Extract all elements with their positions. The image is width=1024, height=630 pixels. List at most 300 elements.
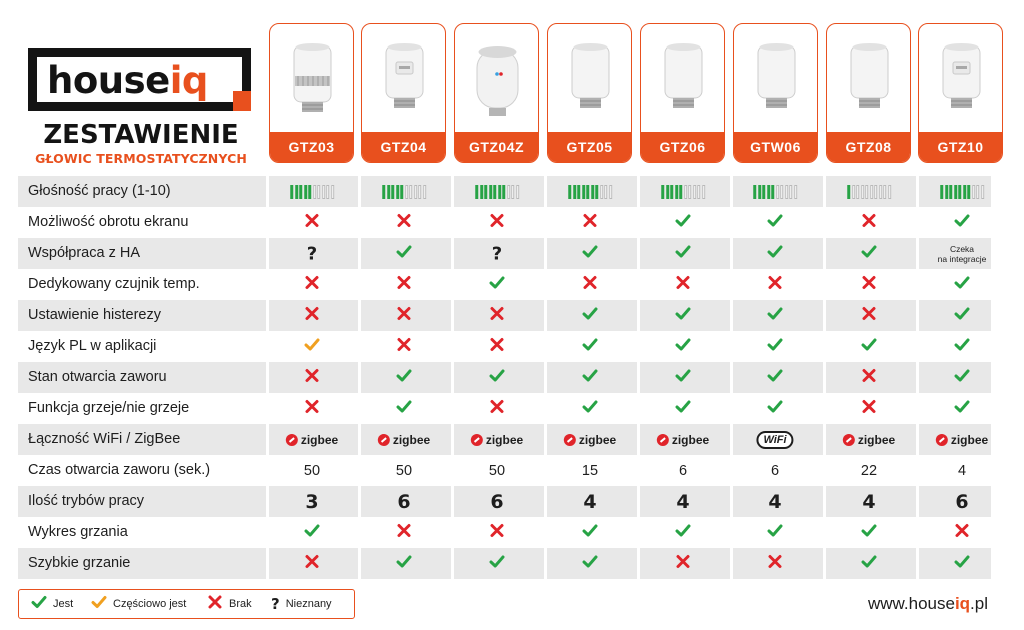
check-icon [489,553,505,574]
table-cell [547,362,633,393]
table-cell [732,269,818,300]
cross-icon [489,212,505,233]
check-icon [582,553,598,574]
level-bar [780,185,783,199]
logo-prefix: house [47,59,170,102]
cross-icon [396,305,412,326]
level-bar [489,185,492,199]
table-cell [454,362,540,393]
zigbee-icon [843,434,855,446]
check-icon [582,367,598,388]
level-bar [883,185,886,199]
level-bar [331,185,334,199]
legend-label: Nieznany [285,597,332,610]
table-cell [361,517,447,548]
table-cell [826,207,912,238]
table-cell [269,300,355,331]
table-cell [269,393,355,424]
column-divider [451,175,454,580]
level-bar [511,185,514,199]
table-cell [454,486,540,517]
table-cell [269,486,355,517]
level-bar [794,185,797,199]
logo-suffix: iq [169,59,208,102]
column-divider [266,175,269,580]
zigbee-text: zigbee [300,432,339,447]
mode-count: 6 [397,490,411,513]
website-prefix: www.house [868,594,955,613]
table-cell [454,548,540,579]
level-bar [516,185,519,199]
thermostat-head-image [919,24,1002,133]
level-bar [308,185,311,199]
level-bar [972,185,975,199]
legend-label: Brak [229,597,252,610]
table-cell [361,486,447,517]
product-card [733,23,818,163]
partial-check-icon [304,336,320,357]
table-cell [919,455,1005,486]
product-name: GTZ04 [362,132,445,162]
cross-icon [396,212,412,233]
table-cell [640,393,726,424]
level-bar [326,185,329,199]
check-icon [396,553,412,574]
table-row [18,393,991,424]
level-bar [290,185,293,199]
level-bar [414,185,417,199]
table-cell [269,269,355,300]
table-cell [269,424,355,455]
row-label: Dedykowany czujnik temp. [28,276,200,292]
zigbee-logo [471,433,523,447]
table-cell [732,548,818,579]
thermostat-head-image [270,24,353,133]
website-url[interactable] [868,594,988,614]
level-bar [675,185,678,199]
cross-icon [861,398,877,419]
zigbee-icon [286,434,298,446]
table-cell [640,300,726,331]
table-cell [454,207,540,238]
table-cell [547,269,633,300]
table-cell [919,393,1005,424]
table-cell [919,238,1005,269]
table-cell [732,176,818,207]
table-cell [547,176,633,207]
level-bar [391,185,394,199]
level-bar [963,185,966,199]
row-label: Głośność pracy (1-10) [28,183,171,199]
value-text: 6 [770,462,780,479]
table-cell [640,424,726,455]
check-icon [582,243,598,264]
question-icon: ? [491,243,503,264]
table-cell [919,548,1005,579]
table-cell [361,455,447,486]
check-icon [767,522,783,543]
table-cell [826,331,912,362]
level-bar [789,185,792,199]
table-cell [919,362,1005,393]
level-bar [679,185,682,199]
cross-icon [675,553,691,574]
check-icon [675,305,691,326]
table-row [18,331,991,362]
wifi-icon: WiFi [756,431,793,449]
level-bar [776,185,779,199]
table-cell [826,300,912,331]
column-divider [823,175,826,580]
table-cell [732,331,818,362]
table-cell [919,331,1005,362]
table-cell [640,176,726,207]
row-label: Funkcja grzeje/nie grzeje [28,400,190,416]
table-row [18,362,991,393]
noise-level-bars [661,185,705,199]
check-icon [954,336,970,357]
table-row [18,300,991,331]
value-text: 50 [395,462,413,479]
table-cell [547,486,633,517]
table-cell [454,238,540,269]
level-bar [387,185,390,199]
level-bar [847,185,850,199]
cross-icon [304,274,320,295]
check-icon [861,553,877,574]
zigbee-text: zigbee [950,432,989,447]
table-cell [732,424,818,455]
product-card [826,23,911,163]
legend-item-unknown [271,590,332,617]
table-cell [640,362,726,393]
row-label: Język PL w aplikacji [28,338,157,354]
page-subtitle: GŁOWIC TERMOSTATYCZNYCH [35,151,247,166]
table-cell [640,486,726,517]
houseiq-logo [28,48,251,111]
level-bar [870,185,873,199]
cross-icon [954,522,970,543]
level-bar [502,185,505,199]
level-bar [600,185,603,199]
zigbee-text: zigbee [578,432,617,447]
check-icon [31,594,47,613]
value-text: 50 [488,462,506,479]
table-cell [919,176,1005,207]
table-cell [547,455,633,486]
level-bar [313,185,316,199]
table-cell [361,300,447,331]
product-name: GTZ03 [270,132,353,162]
check-icon [675,336,691,357]
check-icon [489,367,505,388]
table-cell [826,269,912,300]
table-cell [361,362,447,393]
cross-icon [207,594,223,613]
product-card [361,23,446,163]
table-cell [454,393,540,424]
table-cell [361,176,447,207]
level-bar [304,185,307,199]
thermostat-head-image [641,24,724,133]
table-row [18,424,991,455]
cross-icon [489,398,505,419]
level-bar [577,185,580,199]
noise-level-bars [475,185,519,199]
cross-icon [861,212,877,233]
zigbee-text: zigbee [485,432,524,447]
noise-level-bars [753,185,797,199]
table-cell [919,300,1005,331]
value-text: 4 [957,462,967,479]
cross-icon [767,553,783,574]
table-cell [269,455,355,486]
level-bar [604,185,607,199]
table-cell [361,238,447,269]
level-bar [888,185,891,199]
table-cell [361,269,447,300]
cross-icon [861,367,877,388]
product-name: GTZ04Z [455,132,538,162]
product-name: GTZ06 [641,132,724,162]
check-icon [582,398,598,419]
cross-icon [675,274,691,295]
table-row [18,269,991,300]
product-card [269,23,354,163]
table-cell [640,207,726,238]
check-icon [304,522,320,543]
mode-count: 3 [305,490,319,513]
level-bar [582,185,585,199]
level-bar [498,185,501,199]
table-cell [640,331,726,362]
check-icon [954,212,970,233]
table-cell [547,393,633,424]
mode-count: 4 [862,490,876,513]
table-cell [547,548,633,579]
level-bar [595,185,598,199]
level-bar [299,185,302,199]
level-bar [317,185,320,199]
noise-level-bars [940,185,984,199]
legend-item-no [207,590,252,617]
table-cell [361,331,447,362]
level-bar [702,185,705,199]
check-icon [954,274,970,295]
table-cell [919,486,1005,517]
product-name: GTW06 [734,132,817,162]
table-cell [547,424,633,455]
cross-icon [304,398,320,419]
question-icon: ? [271,594,280,613]
level-bar [697,185,700,199]
check-icon [767,336,783,357]
table-cell [640,269,726,300]
level-bar [981,185,984,199]
table-cell [547,207,633,238]
level-bar [753,185,756,199]
level-bar [758,185,761,199]
mode-count: 6 [955,490,969,513]
table-cell [640,548,726,579]
table-cell [454,455,540,486]
table-cell [454,517,540,548]
cross-icon [582,212,598,233]
table-row [18,455,991,486]
table-cell [826,362,912,393]
product-name: GTZ05 [548,132,631,162]
table-cell [640,455,726,486]
level-bar [295,185,298,199]
product-name: GTZ08 [827,132,910,162]
noise-level-bars [290,185,334,199]
table-cell [640,517,726,548]
table-cell [732,300,818,331]
cross-icon [304,553,320,574]
table-cell [732,362,818,393]
zigbee-logo [378,433,430,447]
zigbee-logo [286,433,338,447]
level-bar [586,185,589,199]
thermostat-head-image [734,24,817,133]
level-bar [507,185,510,199]
table-cell [269,548,355,579]
check-icon [675,243,691,264]
cross-icon [489,305,505,326]
table-cell [640,238,726,269]
level-bar [856,185,859,199]
table-cell [826,517,912,548]
level-bar [484,185,487,199]
legend-label: Jest [53,597,74,610]
table-cell [361,207,447,238]
level-bar [874,185,877,199]
level-bar [879,185,882,199]
cross-icon [396,274,412,295]
table-cell [732,207,818,238]
table-cell [547,238,633,269]
legend [18,589,355,619]
table-row [18,517,991,548]
table-row [18,548,991,579]
zigbee-icon [564,434,576,446]
row-label: Możliwość obrotu ekranu [28,214,189,230]
table-cell [826,424,912,455]
level-bar [762,185,765,199]
table-cell [919,517,1005,548]
level-bar [480,185,483,199]
level-bar [400,185,403,199]
table-cell [361,424,447,455]
table-cell [269,176,355,207]
check-icon [954,305,970,326]
table-cell [454,424,540,455]
zigbee-text: zigbee [671,432,710,447]
check-icon [767,212,783,233]
product-card [918,23,1003,163]
check-icon [861,522,877,543]
check-icon [396,243,412,264]
level-bar [666,185,669,199]
cross-icon [304,212,320,233]
table-cell [826,176,912,207]
row-label: Stan otwarcia zaworu [28,369,167,385]
level-bar [954,185,957,199]
check-icon [675,367,691,388]
table-cell [547,331,633,362]
check-icon [675,522,691,543]
level-bar [423,185,426,199]
level-bar [475,185,478,199]
legend-label: Częściowo jest [113,597,187,610]
thermostat-head-image [548,24,631,133]
level-bar [670,185,673,199]
table-cell [826,548,912,579]
zigbee-icon [471,434,483,446]
product-name: GTZ10 [919,132,1002,162]
level-bar [688,185,691,199]
cross-icon [861,305,877,326]
table-cell [547,300,633,331]
table-cell [826,238,912,269]
row-label: Współpraca z HA [28,245,141,261]
table-cell [269,238,355,269]
value-text: 50 [303,462,321,479]
table-cell [269,207,355,238]
value-text: 6 [678,462,688,479]
table-cell [454,269,540,300]
check-icon [582,305,598,326]
level-bar [771,185,774,199]
zigbee-logo [564,433,616,447]
value-text: 15 [581,462,599,479]
check-icon [582,336,598,357]
level-bar [684,185,687,199]
noise-level-bars [568,185,612,199]
check-icon [582,522,598,543]
page-title: ZESTAWIENIE [43,120,239,150]
table-cell [269,362,355,393]
table-cell [361,548,447,579]
level-bar [568,185,571,199]
thermostat-head-image [455,24,538,133]
cross-icon [861,274,877,295]
check-icon [861,336,877,357]
logo-text [47,58,208,103]
level-bar [573,185,576,199]
column-divider [730,175,733,580]
table-cell [454,176,540,207]
table-cell [826,393,912,424]
table-row [18,207,991,238]
check-icon [954,367,970,388]
table-row [18,176,991,207]
level-bar [861,185,864,199]
table-cell [269,517,355,548]
table-cell [361,393,447,424]
column-divider [358,175,361,580]
mode-count: 4 [583,490,597,513]
logo-accent [233,91,251,111]
table-cell [454,331,540,362]
zigbee-logo [843,433,895,447]
thermostat-head-image [827,24,910,133]
zigbee-icon [936,434,948,446]
table-cell [919,269,1005,300]
table-cell [919,207,1005,238]
table-cell [919,424,1005,455]
cell-note: Czeka na integracje [937,243,987,264]
